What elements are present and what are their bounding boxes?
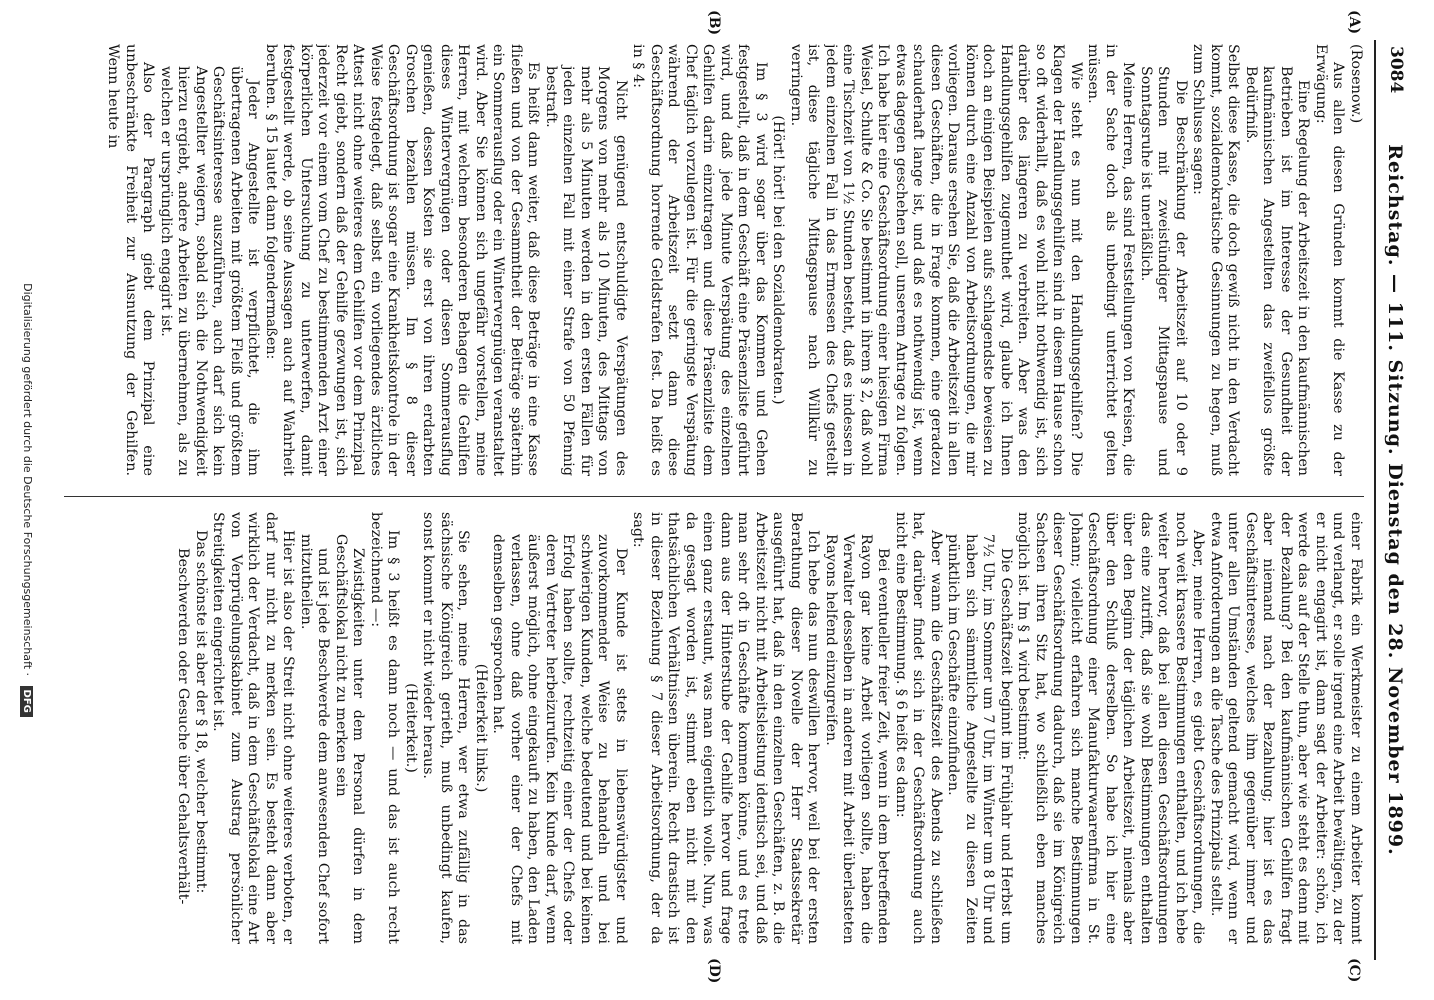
paragraph: Selbst diese Kasse, die doch gewiß nicht in den Verdacht kommt, sozialdemokratische Gesinnungen zu hegen, muß zum Schlusse sagen: <box>1190 44 1242 476</box>
header-rule <box>1374 40 1376 960</box>
paragraph: (Hört! hört! bei den Sozialdemokraten.) <box>770 115 787 405</box>
page-header <box>1366 0 1406 1000</box>
paragraph: Im § 3 heißt es dann noch — und das ist auch recht bezeichnend —: <box>368 512 402 944</box>
paragraph: Hier ist also der Streit nicht ohne weiteres verboten, er darf nur nicht zu merken sein. Es besteht dann aber wirklich der Verdacht, daß in dem Geschäftslokal eine Art von Verprügelungskabinet zum Austrag persönlicher Streitigkeiten eingerichtet ist. <box>210 512 297 944</box>
column-divider <box>64 496 1364 497</box>
paragraph: Beschwerden oder Gesuche über Gehaltsverhält- <box>175 548 192 905</box>
paragraph: Aus allen diesen Gründen kommt die Kasse zu der Erwägung: <box>1313 44 1347 476</box>
paragraph: einer Fabrik ein Werkmeister zu einem Arbeiter kommt und verlangt, er solle irgend eine Arbeit bewältigen, zu der er nicht engagirt ist, dann sagt der Arbeiter: schön, ich werde das auf der Stelle thun, aber wie steht es denn mit der Bezahlung? Bei den kaufmännischen Gehilfen fragt aber niemand nach der Bezahlung; hier ist es das Geschäftsinteresse, welches ihm gegenüber immer und unter allen Umständen geltend gemacht wird, wenn er etwa Anforderungen an die Tasche des Prinzipals stellt. <box>1208 512 1364 944</box>
paragraph: Die Geschäftszeit beginnt im Frühjahr und Herbst um 7½ Uhr, im Sommer um 7 Uhr, im Winter um 8 Uhr und haben sich sämmtliche Angestellte zu diesen Zeiten pünktlich im Geschäfte einzufinden. <box>945 534 1014 944</box>
paragraph: Wie steht es nun mit den Handlungsgehilfen? Die Klagen der Handlungsgehilfen sind in diesem Hause schon so oft widerhallt, daß es wohl nicht nothwendig ist, sich darüber des längeren zu verbreiten. Aber was den Handlungsgehilfen zugemuthet wird, glaube ich Ihnen doch an einigen Beispielen aufs schlagendste beweisen zu können durch eine Anzahl von Arbeitsordnungen, die mir vorliegen. Daraus ersehen Sie, daß die Arbeitszeit in allen diesen Geschäften, die in Frage kommen, eine geradezu schauderhaft lange ist, und daß es nothwendig ist, wenn etwas dagegen geschehen soll, unserem Antrage zu folgen. Ich habe hier eine Geschäftsordnung einer hiesigen Firma Weisel, Schulte & Co. Sie bestimmt in ihrem § 2, daß wohl eine Tischzeit von 1½ Stunden besteht, daß es indessen in jedem einzelnen Fall in das Ermessen des Chefs gestellt ist, diese tägliche Mittagspause nach Willkür zu verringern. <box>788 44 1084 476</box>
left-text-column <box>64 44 1364 476</box>
margin-mark-a: (A) <box>1346 10 1362 35</box>
margin-mark-d: (D) <box>706 958 722 984</box>
footer-text: Digitalisierung gefördert durch die Deutsche Forschungsgemeinschaft · <box>21 283 34 677</box>
paragraph: (Heiterkeit.) <box>403 683 419 773</box>
paragraph: Das schönste ist aber der § 18, welcher bestimmt: <box>193 530 209 894</box>
paragraph: Sie sehen, meine Herren, wer etwa zufällig in das sächsische Königreich gerieth, muß unbedingt kaufen, sonst kommt er nicht wieder heraus. <box>420 512 472 944</box>
paragraph: (Heiterkeit links.) <box>473 663 489 793</box>
paragraph: (Rosenow.) <box>1348 44 1364 124</box>
paragraph: Jeder Angestellte ist verpflichtet, die ihm übertragenen Arbeiten mit größtem Fleiß und größtem Geschäftsinteresse auszuführen, auch darf sich kein Angestellter weigern, sobald sich die Nothwendigkeit hierzu ergiebt, andere Arbeiten zu übernehmen, als zu welchen er ursprünglich engagirt ist. <box>158 66 262 476</box>
paragraph: Eine Regelung der Arbeitszeit in den kaufmännischen Betrieben ist im Interesse der Gesundheit der kaufmännischen Angestellten das zweifellos größte Bedürfniß. <box>1243 66 1312 476</box>
paragraph: Die Beschränkung der Arbeitszeit auf 10 oder 9 Stunden mit zweistündiger Mittagspause und Sonntagsruhe ist unerläßlich. <box>1138 66 1189 476</box>
dfg-logo: DFG <box>20 686 33 717</box>
right-text-column <box>64 512 1364 944</box>
paragraph: Im § 3 wird sogar über das Kommen und Gehen festgestellt, daß in dem Geschäft eine Präsenzliste geführt wird, und daß jede Minute Verspätung des einzelnen Gehilfen darin einzutragen und diese Präsenzliste dem Chef täglich vorzulegen ist. Für die geringste Verspätung während der Arbeitszeit setzt dann diese Geschäftsordnung horrende Geldstrafen fest. Da heißt es in § 4: <box>630 44 769 476</box>
paragraph: Ich hebe das nun deswillen hervor, weil bei der ersten Berathung dieser Novelle der Herr Staatssekretär ausgeführt hat, daß in den einzelnen Geschäften, z. B. die Arbeitszeit nicht mit Arbeitsleistung identisch sei, und daß man sehr oft in Geschäfte kommen könne, und es trete dann aus der Hinterstube der Gehilfe hervor und frage einen ganz erstaunt, was man eigentlich wolle. Nun, was da gesagt worden ist, stimmt eben nicht mit den thatsächlichen Verhältnissen überein. Recht drastisch ist in dieser Beziehung § 7 dieser Arbeitsordnung, der da sagt: <box>630 512 822 944</box>
page-title: Reichstag. — 111. Sitzung. Dienstag den 28. November 1899. <box>1384 144 1406 856</box>
paragraph: Aber wann die Geschäftszeit des Abends zu schließen hat, darüber findet sich in der Geschäftsordnung auch nicht eine Bestimmung. § 6 heißt es dann: <box>893 512 944 944</box>
paragraph: Es heißt dann weiter, daß diese Beträge in eine Kasse fließen und von der Gesammtheit der Beiträge späterhin ein Sommerausflug oder ein Wintervergnügen veranstaltet wird. Aber Sie können sich ungefähr vorstellen, meine Herren, mit welchem besonderen Behagen die Gehilfen dieses Wintervergnügen oder diesen Sommerausflug genießen, dessen Kosten sie erst von ihren erdarbten Groschen bezahlen müssen. Im § 8 dieser Geschäftsordnung ist sogar eine Krankheitskontrole in der Weise festgelegt, daß selbst ein vorliegendes ärztliches Attest nicht ohne weiteres dem Gehilfen vor dem Prinzipal Recht giebt, sondern daß der Gehilfe gezwungen ist, sich jederzeit vor einem vom Chef zu bestimmenden Arzt einer körperlichen Untersuchung zu unterwerfen, damit festgestellt werde, ob seine Aussagen auch auf Wahrheit beruhen. § 15 lautet dann folgendermaßen: <box>263 44 542 476</box>
paragraph: Der Kunde ist stets in liebenswürdigster und zuvorkommender Weise zu behandeln und bei schwierigen Kunden, welche bedeutend und bei keinen Erfolg haben sollte, rechtzeitig einer der Chefs oder deren Vertreter herbeizurufen. Kein Kunde darf, wenn äußerst möglich, ohne eingekauft zu haben, den Laden verlassen, ohne daß vorher einer der Chefs mit demselben gesprochen hat. <box>490 534 629 944</box>
page-number: 3084 <box>1386 46 1406 94</box>
paragraph: Nicht genügend entschuldigte Verspätungen des Morgens von mehr als 10 Minuten, des Mittags von mehr als 5 Minuten werden in den ersten Fällen für jeden einzelnen Fall mit einer Strafe von 50 Pfennig bestraft. <box>543 66 629 476</box>
paragraph: Bei eventueller freier Zeit, wenn in dem betreffenden Rayon gar keine Arbeit vorliegen sollte, haben die Verwalter desselben in anderen mit Arbeit überlasteten Rayons helfend einzugreifen. <box>823 534 892 944</box>
margin-mark-c: (C) <box>1346 958 1362 983</box>
paragraph: Zwistigkeiten unter dem Personal dürfen in dem Geschäftslokal nicht zu merken sein <box>333 534 367 944</box>
paragraph: Aber, meine Herren, es giebt Geschäftsordnungen, die noch weit krassere Bestimmungen enthalten, und ich hebe weiter hervor, daß bei allen diesen Geschäftsordnungen das eine zutrifft, daß sie wohl Bestimmungen enthalten über den Beginn der täglichen Arbeitszeit, niemals aber über den Schluß derselben. So habe ich hier eine Geschäftsordnung einer Manufakturwaarenfirma in St. Johann; vielleicht erfahren sich manche Bestimmungen dieser Geschäftsordnung dadurch, daß sie im Königreich Sachsen ihren Sitz hat, wo schließlich eben manches möglich ist. Im § 1 wird bestimmt: <box>1015 512 1207 944</box>
paragraph: und ist jede Beschwerde dem anwesenden Chef sofort mitzutheilen. <box>298 534 332 944</box>
paragraph: Meine Herren, das sind Feststellungen von Kreisen, die in der Sache doch als unbedingt unterrichtet gelten müssen. <box>1085 44 1137 476</box>
margin-mark-b: (B) <box>706 10 722 36</box>
paragraph: Also der Paragraph giebt dem Prinzipal eine unbeschränkte Freiheit zur Ausnutzung der Gehilfen. Wenn heute in <box>105 44 157 476</box>
digitization-footer <box>20 0 34 1000</box>
